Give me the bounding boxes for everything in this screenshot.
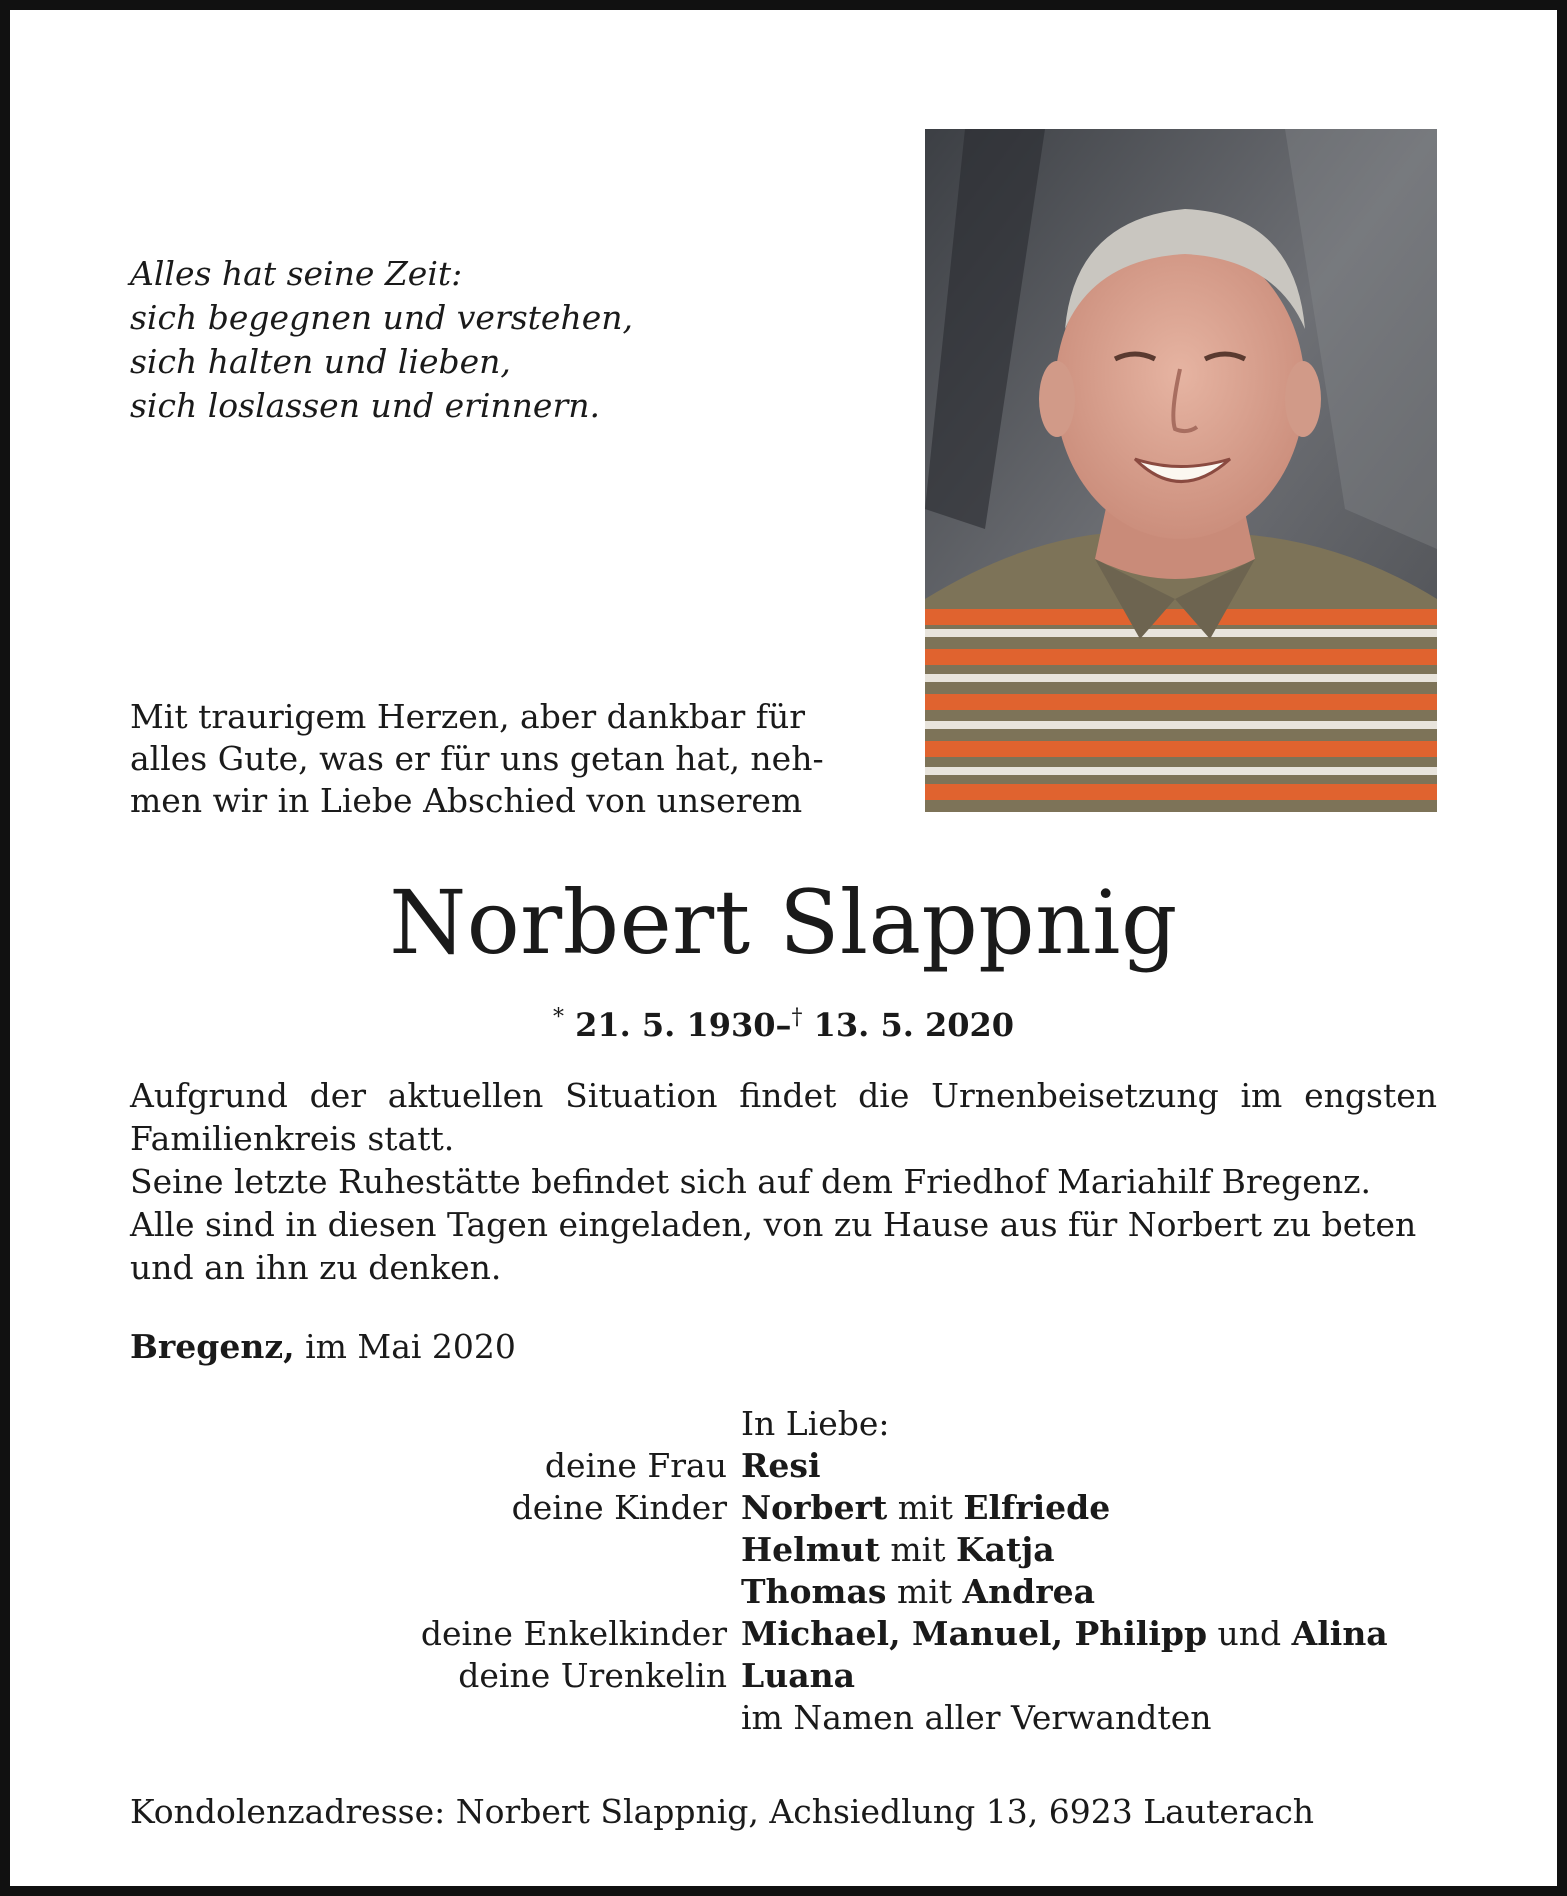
family-heading-row <box>130 1403 1437 1445</box>
birth-date: 21. 5. 1930 <box>575 1006 776 1044</box>
place-date <box>130 1325 516 1369</box>
family-row <box>130 1487 1437 1529</box>
notice-line: Seine letzte Ruhestätte befindet sich auf dem Friedhof Mariahilf Bregenz. <box>130 1162 1371 1201</box>
family-names <box>741 1445 821 1487</box>
family-member-name: Alina <box>1291 1614 1388 1653</box>
portrait-illustration <box>925 129 1437 812</box>
family-names <box>741 1487 1110 1529</box>
date: im Mai 2020 <box>305 1327 516 1366</box>
family-member-name: Norbert <box>741 1488 888 1527</box>
date-separator: – <box>775 1006 792 1044</box>
family-names <box>741 1697 1211 1739</box>
notice-line: Aufgrund der aktuellen Situation findet die Urnenbeisetzung im engsten <box>130 1076 1437 1115</box>
family-connector: mit <box>886 1572 963 1611</box>
birth-symbol: * <box>552 1005 564 1030</box>
family-relation: deine Frau <box>544 1446 727 1485</box>
place: Bregenz, <box>130 1327 295 1366</box>
portrait-photo <box>925 129 1437 812</box>
family-member-name: Michael, Manuel, Philipp <box>741 1614 1208 1653</box>
quote-line: sich begegnen und verstehen, <box>130 298 633 337</box>
intro-paragraph <box>130 696 850 822</box>
family-row <box>130 1697 1437 1739</box>
family-member-name: Katja <box>955 1530 1055 1569</box>
intro-line: Mit traurigem Herzen, aber dankbar für <box>130 697 806 736</box>
family-member-name: Andrea <box>962 1572 1095 1611</box>
family-row <box>130 1655 1437 1697</box>
family-member-name: Helmut <box>741 1530 880 1569</box>
intro-line: alles Gute, was er für uns getan hat, neh- <box>130 739 824 778</box>
deceased-name: Norbert Slappnig <box>389 871 1178 974</box>
family-names <box>741 1655 855 1697</box>
quote-block <box>130 252 830 428</box>
family-names <box>741 1529 1055 1571</box>
family-member-name: Thomas <box>741 1572 887 1611</box>
quote-line: sich halten und lieben, <box>130 342 511 381</box>
family-names <box>741 1613 1388 1655</box>
family-relation <box>130 1697 741 1739</box>
family-member-name: Elfriede <box>963 1488 1111 1527</box>
notice-paragraph <box>130 1074 1437 1289</box>
condolence-address: Kondolenzadresse: Norbert Slappnig, Achsiedlung 13, 6923 Lauterach <box>130 1792 1315 1831</box>
quote-line: sich loslassen und erinnern. <box>130 386 600 425</box>
family-heading: In Liebe: <box>741 1404 890 1443</box>
family-list <box>130 1403 1437 1739</box>
death-date: 13. 5. 2020 <box>813 1006 1015 1044</box>
family-relation: deine Kinder <box>511 1488 727 1527</box>
family-relation <box>130 1571 741 1613</box>
family-relation: deine Enkelkinder <box>420 1614 727 1653</box>
family-connector: und <box>1207 1614 1292 1653</box>
family-row <box>130 1445 1437 1487</box>
notice-line: Alle sind in diesen Tagen eingeladen, von zu Hause aus für Norbert zu beten <box>130 1205 1417 1244</box>
notice-line: Familienkreis statt. <box>130 1119 455 1158</box>
family-connector: mit <box>887 1488 964 1527</box>
family-relation: deine Urenkelin <box>458 1656 727 1695</box>
family-row <box>130 1613 1437 1655</box>
family-connector: im Namen aller Verwandten <box>741 1698 1212 1737</box>
life-dates <box>0 996 1567 1047</box>
family-member-name: Luana <box>741 1656 855 1695</box>
notice-line: und an ihn zu denken. <box>130 1248 502 1287</box>
family-row <box>130 1571 1437 1613</box>
family-row <box>130 1529 1437 1571</box>
family-relation <box>130 1529 741 1571</box>
family-connector: mit <box>879 1530 956 1569</box>
quote-line: Alles hat seine Zeit: <box>130 254 463 293</box>
death-symbol: † <box>791 1005 803 1030</box>
family-names <box>741 1571 1095 1613</box>
family-member-name: Resi <box>741 1446 821 1485</box>
intro-line: men wir in Liebe Abschied von unserem <box>130 781 803 820</box>
